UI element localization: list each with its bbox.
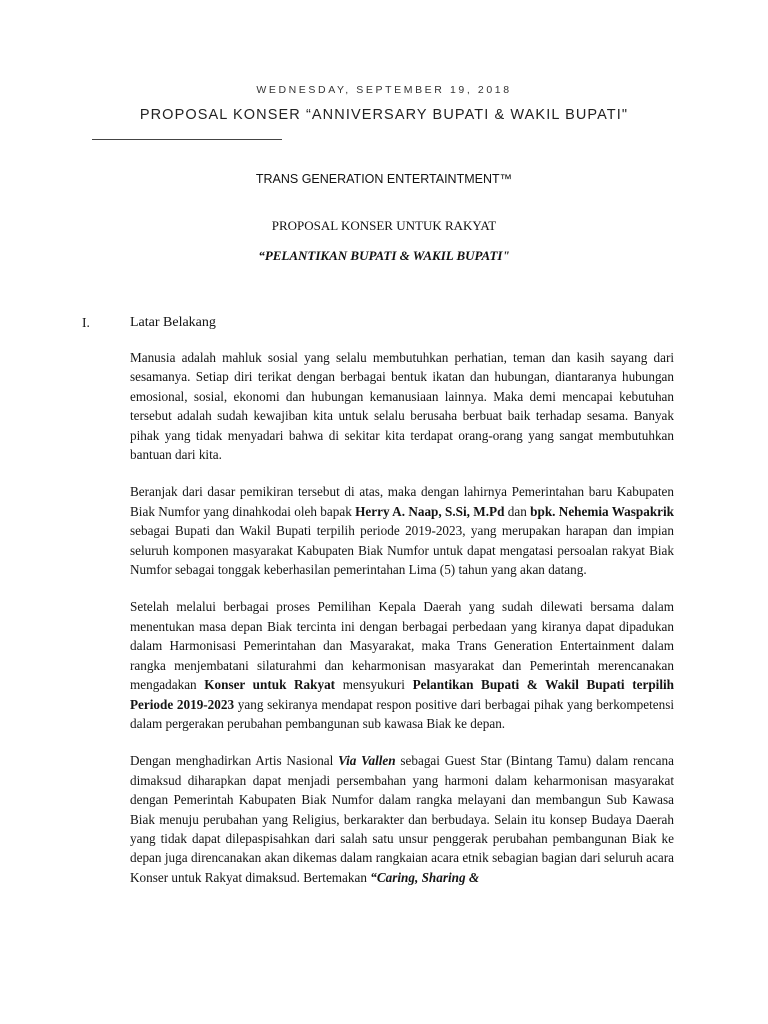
- bupati-name: Herry A. Naap, S.Si, M.Pd: [355, 503, 505, 519]
- post-date: WEDNESDAY, SEPTEMBER 19, 2018: [256, 84, 512, 96]
- paragraph-1: Manusia adalah mahluk sosial yang selalu membutuhkan perhatian, teman dan kasih sayang dari sesamanya. Setiap diri terikat dengan berbagai bentuk ikatan dan hubungan, diantaranya hubungan emosional, sosial, ekonomi dan hubungan kemanusiaan lainnya. Maka demi mencapai kebutuhan tersebut adalah sudah kewajiban kita untuk selalu berusaha berbuat baik terhadap sesama. Banyak pihak yang tidak menyadari bahwa di sekitar kita terdapat orang-orang yang sangat membutuhkan bantuan dari kita.: [130, 350, 674, 463]
- paragraph-4-text: Dengan menghadirkan Artis Nasional: [130, 753, 339, 769]
- section-heading: Latar Belakang: [130, 315, 216, 330]
- paragraph-2-text: Beranjak dari dasar pemikiran tersebut di atas, maka dengan lahirnya Pemerintahan baru Kabupaten Biak Numfor yang dinahkodai oleh bapak: [130, 484, 674, 519]
- inauguration-name: Pelantikan Bupati & Wakil Bupati terpilih Periode 2019-2023: [130, 677, 674, 712]
- paragraph-3: [130, 597, 674, 733]
- title-divider: [92, 139, 282, 140]
- paragraph-3-text: mensyukuri: [335, 677, 413, 693]
- organization-name: TRANS GENERATION ENTERTAINTMENT™: [255, 172, 513, 186]
- paragraph-3-text: yang sekiranya mendapat respon positive dari berbagai pihak yang berkompetensi dalam pergerakan perubahan pembangunan sub kawasa Biak ke depan.: [130, 696, 674, 731]
- guest-star-name: Via Vallen: [338, 753, 396, 769]
- section-number: I.: [82, 315, 90, 330]
- wakil-bupati-name: bpk. Nehemia Waspakrik: [530, 503, 675, 519]
- paragraph-4-text: sebagai Guest Star (Bintang Tamu) dalam rencana dimaksud diharapkan dapat menjadi persembahan yang harmoni dalam keharmonisan masyarakat dengan Pemerintah Kabupaten Biak Numfor dalam rangka melayani dan membangun Sub Kawasa Biak menuju perubahan yang Religius, berkarakter dan berbudaya. Selain itu konsep Budaya Daerah yang tidak dapat dilepaspisahkan dari salah satu unsur penggerak perubahan pembangunan Biak ke depan juga direncanakan akan dikemas dalam rangkaian acara etnik sebagian bagian dari seluruh acara Konser untuk Rakyat dimaksud. Bertemakan: [130, 753, 674, 885]
- paragraph-4: [130, 751, 674, 887]
- paragraph-2: [130, 482, 674, 579]
- document-event-title: “PELANTIKAN BUPATI & WAKIL BUPATI": [258, 248, 510, 263]
- concert-name: Konser untuk Rakyat: [204, 677, 336, 693]
- post-title: PROPOSAL KONSER “ANNIVERSARY BUPATI & WAKIL BUPATI": [139, 107, 629, 123]
- paragraph-3-text: Setelah melalui berbagai proses Pemilihan Kepala Daerah yang sudah dilewati bersama dalam menentukan masa depan Biak tercinta ini dengan berbagai perbedaan yang kiranya dapat dipadukan dalam Harmonisasi Pemerintahan dan Masyarakat, maka Trans Generation Entertainment dalam rangka menjembatani silaturahmi dan keharmonisan masyarakat dan Pemerintah merencanakan mengadakan: [130, 599, 674, 693]
- body-text: [130, 348, 674, 905]
- theme-text: “Caring, Sharing &: [370, 869, 480, 885]
- document-subtitle: PROPOSAL KONSER UNTUK RAKYAT: [271, 218, 497, 233]
- paragraph-2-text: dan: [504, 503, 531, 519]
- paragraph-2-text: sebagai Bupati dan Wakil Bupati terpilih periode 2019-2023, yang merupakan harapan dan impian seluruh komponen masyarakat Kabupaten Biak Numfor untuk dapat mengatasi persoalan rakyat Biak Numfor sebagai tonggak keberhasilan pemerintahan Lima (5) tahun yang akan datang.: [130, 523, 674, 578]
